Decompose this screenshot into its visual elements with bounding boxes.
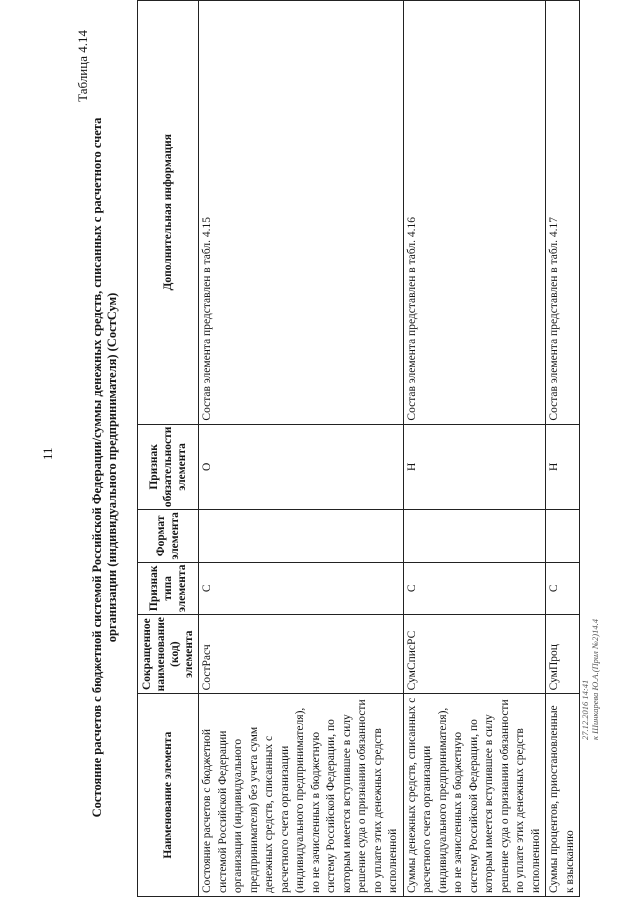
table-row — [403, 1, 546, 897]
col-header-format: Формат элемента — [138, 510, 199, 562]
cell-element-name: Суммы процентов, приостановленные к взысканию — [546, 694, 580, 897]
col-header-type: Признак типа элемента — [138, 562, 199, 614]
table-row — [199, 1, 404, 897]
cell-element-required: Н — [546, 424, 580, 510]
col-header-info: Дополнительная информация — [138, 1, 199, 425]
table-title-line-2: организации (индивидуального предпринимателя) (СостСум) — [105, 292, 119, 643]
cell-element-required: О — [199, 424, 404, 510]
stamp-line-2: к Шинкарева Ю.А.(Прил №2)14.4 — [590, 619, 600, 740]
page-number: 11 — [40, 447, 55, 460]
cell-element-type: С — [546, 562, 580, 614]
col-header-name: Наименование элемента — [138, 694, 199, 897]
stamp-line-1: 27.12.2016 14:41 — [580, 679, 590, 740]
cell-element-format — [199, 510, 404, 562]
table-title-line-1: Состояние расчетов с бюджетной системой Российской Федерации/суммы денежных средств, списанных с расчетного счета — [90, 117, 104, 818]
elements-table — [137, 0, 580, 897]
cell-element-type: С — [403, 562, 546, 614]
document-stamp — [580, 619, 600, 740]
cell-element-format — [546, 510, 580, 562]
cell-element-code: СостРасч — [199, 614, 404, 693]
cell-element-format — [403, 510, 546, 562]
table-header-row — [138, 1, 199, 897]
cell-element-required: Н — [403, 424, 546, 510]
cell-element-info: Состав элемента представлен в табл. 4.16 — [403, 1, 546, 425]
table-number: Таблица 4.14 — [75, 30, 90, 102]
col-header-required: Признак обязательности элемента — [138, 424, 199, 510]
table-row — [546, 1, 580, 897]
cell-element-code: СумСписРС — [403, 614, 546, 693]
cell-element-name: Состояние расчетов с бюджетной системой Российской Федерации организации (индивидуального предпринимателя) без учета сумм денежных средств, списанных с расчетного счета организации (индивидуального предпринимателя), но не зачисленных в бюджетную систему Российской Федерации, по которым имеется вступившее в силу решение суда о признании обязанности по уплате этих денежных средств исполненной — [199, 694, 404, 897]
cell-element-code: СумПроц — [546, 614, 580, 693]
cell-element-info: Состав элемента представлен в табл. 4.15 — [199, 1, 404, 425]
cell-element-name: Суммы денежных средств, списанных с расчетного счета организации (индивидуального предпринимателя), но не зачисленных в бюджетную систему Российской Федерации, по которым имеется вступившее в силу решение суда о признании обязанности по уплате этих денежных средств исполненной — [403, 694, 546, 897]
cell-element-type: С — [199, 562, 404, 614]
table-title — [90, 80, 120, 855]
cell-element-info: Состав элемента представлен в табл. 4.17 — [546, 1, 580, 425]
col-header-code: Сокращенное наименование (код) элемента — [138, 614, 199, 693]
